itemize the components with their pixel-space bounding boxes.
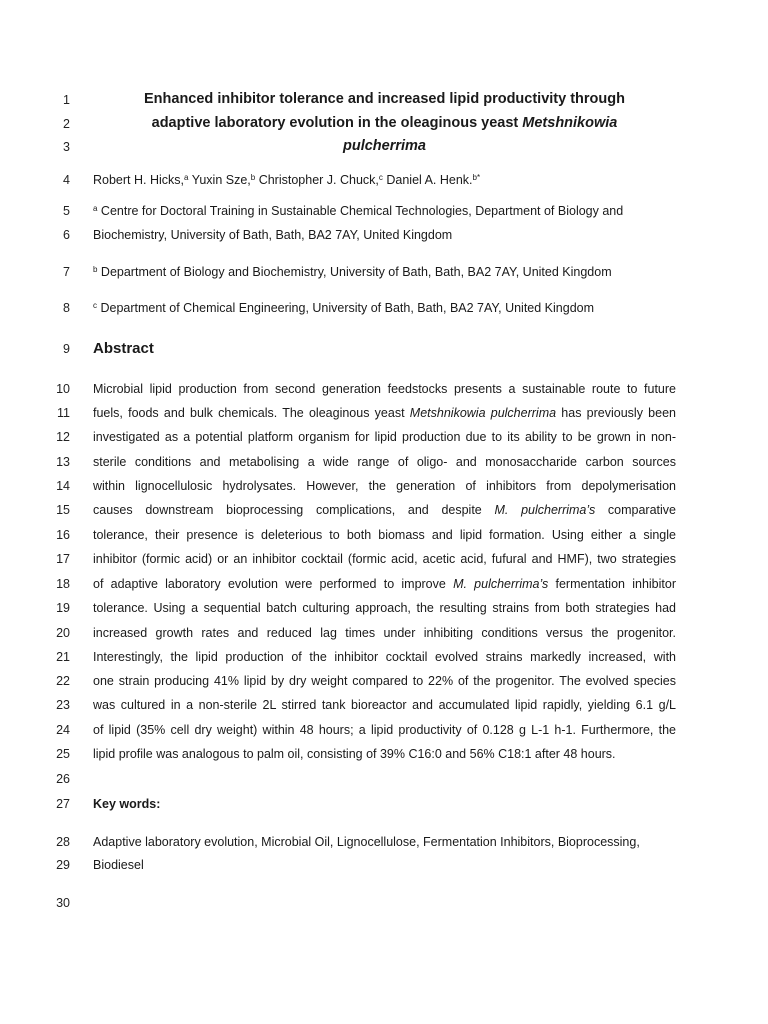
abstract-line: Interestingly, the lipid production of the inhibitor cocktail evolved strains markedly increased, with — [93, 650, 676, 664]
affiliation-a-continued: Biochemistry, University of Bath, Bath, BA2 7AY, United Kingdom — [93, 228, 453, 242]
paper-title-line-3: pulcherrima — [343, 138, 426, 154]
line-number: 2 — [63, 117, 70, 131]
line-number: 10 — [56, 382, 70, 396]
line-number: 23 — [56, 698, 70, 712]
keywords-heading: Key words: — [93, 797, 161, 811]
line-number: 7 — [63, 265, 70, 279]
line-number: 5 — [63, 204, 70, 218]
abstract-line: tolerance, their presence is deleterious to both biomass and lipid formation. Using either a single — [93, 528, 676, 542]
abstract-line: one strain producing 41% lipid by dry weight compared to 22% of the progenitor. The evolved species — [93, 674, 676, 688]
line-number: 30 — [56, 896, 70, 910]
line-number: 22 — [56, 674, 70, 688]
abstract-line: investigated as a potential platform organism for lipid production due to its ability to be grown in non- — [93, 430, 676, 444]
abstract-line: tolerance. Using a sequential batch culturing approach, the resulting strains from both strategies had — [93, 601, 676, 615]
line-number: 26 — [56, 772, 70, 786]
paper-title-line-2: adaptive laboratory evolution in the oleaginous yeast Metshnikowia — [151, 115, 618, 131]
abstract-line: of lipid (35% cell dry weight) within 48 hours; a lipid productivity of 0.128 g L-1 h-1. Furthermore, the — [93, 723, 676, 737]
affiliation-a: $^a$ Centre for Doctoral Training in Sustainable Chemical Technologies, Department of Biology and — [93, 204, 624, 218]
line-number: 27 — [56, 797, 70, 811]
abstract-line-last: lipid profile was analogous to palm oil, consisting of 39% C16:0 and 56% C18:1 after 48 hours. — [93, 747, 616, 761]
affiliation-c: $^c$ Department of Chemical Engineering, University of Bath, Bath, BA2 7AY, United Kingdom — [93, 301, 595, 315]
line-number: 11 — [57, 406, 70, 420]
keywords-line: Biodiesel — [93, 858, 144, 872]
line-number: 15 — [56, 503, 70, 517]
line-number: 12 — [56, 430, 70, 444]
abstract-line: fuels, foods and bulk chemicals. The oleaginous yeast Metshnikowia pulcherrima has previously been — [93, 406, 676, 420]
line-number: 20 — [56, 626, 70, 640]
abstract-line: was cultured in a non-sterile 2L stirred tank bioreactor and accumulated lipid rapidly, yielding 6.1 g/L — [93, 698, 676, 712]
line-number: 16 — [56, 528, 70, 542]
abstract-line: Microbial lipid production from second generation feedstocks presents a sustainable route to future — [93, 382, 676, 396]
line-number: 8 — [63, 301, 70, 315]
abstract-heading: Abstract — [93, 340, 154, 357]
line-number: 6 — [63, 228, 70, 242]
abstract-line: within lignocellulosic hydrolysates. However, the generation of inhibitors from depolymerisation — [93, 479, 676, 493]
author-list: Robert H. Hicks,$^a$ Yuxin Sze,$^b$ Christopher J. Chuck,$^c$ Daniel A. Henk.$^{b*}$ — [93, 173, 481, 187]
line-number: 14 — [56, 479, 70, 493]
line-number: 21 — [56, 650, 70, 664]
line-number: 4 — [63, 173, 70, 187]
line-number: 24 — [56, 723, 70, 737]
paper-title-line-1: Enhanced inhibitor tolerance and increased lipid productivity through — [144, 91, 625, 107]
line-number: 28 — [56, 835, 70, 849]
abstract-line: of adaptive laboratory evolution were performed to improve M. pulcherrima’s fermentation inhibitor — [93, 577, 676, 591]
abstract-line: inhibitor (formic acid) or an inhibitor cocktail (formic acid, acetic acid, fufural and HMF), two strategies — [93, 552, 676, 566]
line-number: 13 — [56, 455, 70, 469]
abstract-line: sterile conditions and metabolising a wide range of oligo- and monosaccharide carbon sources — [93, 455, 676, 469]
abstract-line: increased growth rates and reduced lag times under inhibiting conditions versus the progenitor. — [93, 626, 676, 640]
keywords-line: Adaptive laboratory evolution, Microbial Oil, Lignocellulose, Fermentation Inhibitors, Bioprocessing, — [93, 835, 640, 849]
abstract-line: causes downstream bioprocessing complications, and despite M. pulcherrima’s comparative — [93, 503, 677, 517]
line-number: 1 — [63, 93, 70, 107]
affiliation-b: $^b$ Department of Biology and Biochemistry, University of Bath, Bath, BA2 7AY, United Kingdom — [93, 265, 612, 279]
line-number: 18 — [56, 577, 70, 591]
line-number: 19 — [56, 601, 70, 615]
line-number: 25 — [56, 747, 70, 761]
line-number: 9 — [63, 342, 70, 356]
line-number: 3 — [63, 140, 70, 154]
line-number: 29 — [56, 858, 70, 872]
line-number: 17 — [56, 552, 70, 566]
